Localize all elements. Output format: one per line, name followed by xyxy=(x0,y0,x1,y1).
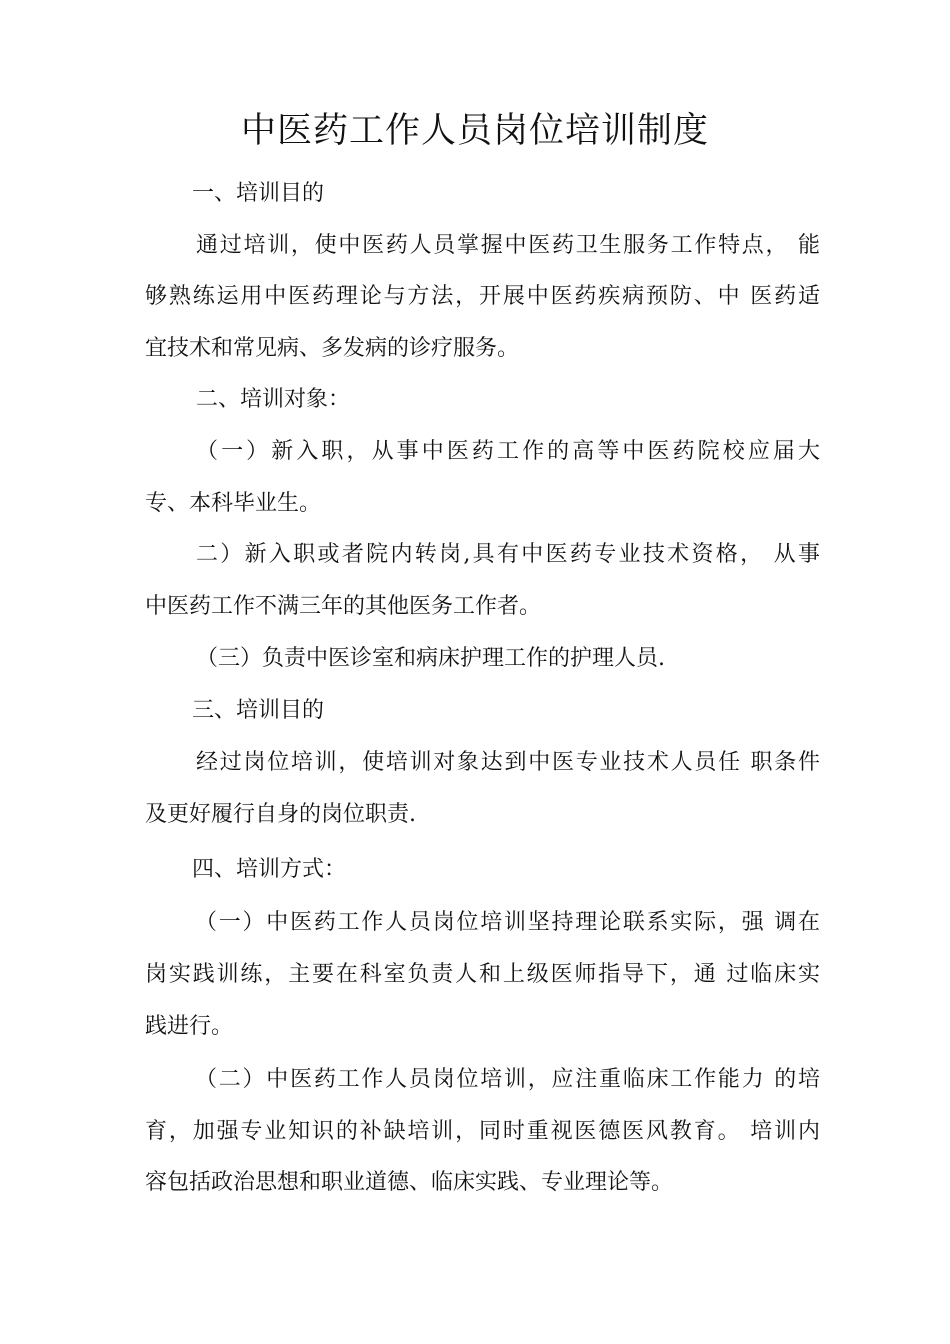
paragraph-line: 经过岗位培训，使培训对象达到中医专业技术人员任 职条件 xyxy=(196,750,820,775)
paragraph-line: 宜技术和常见病、多发病的诊疗服务。 xyxy=(145,336,520,361)
section-heading: 四、培训方式： xyxy=(192,857,347,882)
paragraph-line: （三）负责中医诊室和病床护理工作的护理人员. xyxy=(196,646,665,671)
paragraph-line: 育，加强专业知识的补缺培训，同时重视医德医风教育。 培训内 xyxy=(145,1119,820,1144)
paragraph-line: 践进行。 xyxy=(145,1014,234,1039)
paragraph-line: （二）中医药工作人员岗位培训，应注重临床工作能力 的培 xyxy=(195,1067,820,1092)
paragraph-line: 中医药工作不满三年的其他医务工作者。 xyxy=(145,594,542,619)
paragraph-line: 二）新入职或者院内转岗,具有中医药专业技术资格， 从事 xyxy=(196,542,820,567)
paragraph-line: 及更好履行自身的岗位职责. xyxy=(145,802,416,827)
document-title: 中医药工作人员岗位培训制度 xyxy=(240,111,709,151)
section-heading: 一、培训目的 xyxy=(192,181,325,206)
paragraph-line: （一）新入职，从事中医药工作的高等中医药院校应届大 xyxy=(196,439,820,464)
paragraph-line: 专、本科毕业生。 xyxy=(145,491,322,516)
section-heading: 二、培训对象： xyxy=(196,387,351,412)
paragraph-line: 通过培训，使中医药人员掌握中医药卫生服务工作特点， 能 xyxy=(196,233,820,258)
paragraph-line: 岗实践训练，主要在科室负责人和上级医师指导下，通 过临床实 xyxy=(145,962,820,987)
paragraph-line: 够熟练运用中医药理论与方法，开展中医药疾病预防、中 医药适 xyxy=(145,284,820,309)
paragraph-line: 容包括政治思想和职业道德、临床实践、专业理论等。 xyxy=(145,1170,674,1195)
section-heading: 三、培训目的 xyxy=(192,698,325,723)
paragraph-line: （一）中医药工作人员岗位培训坚持理论联系实际，强 调在 xyxy=(195,910,820,935)
